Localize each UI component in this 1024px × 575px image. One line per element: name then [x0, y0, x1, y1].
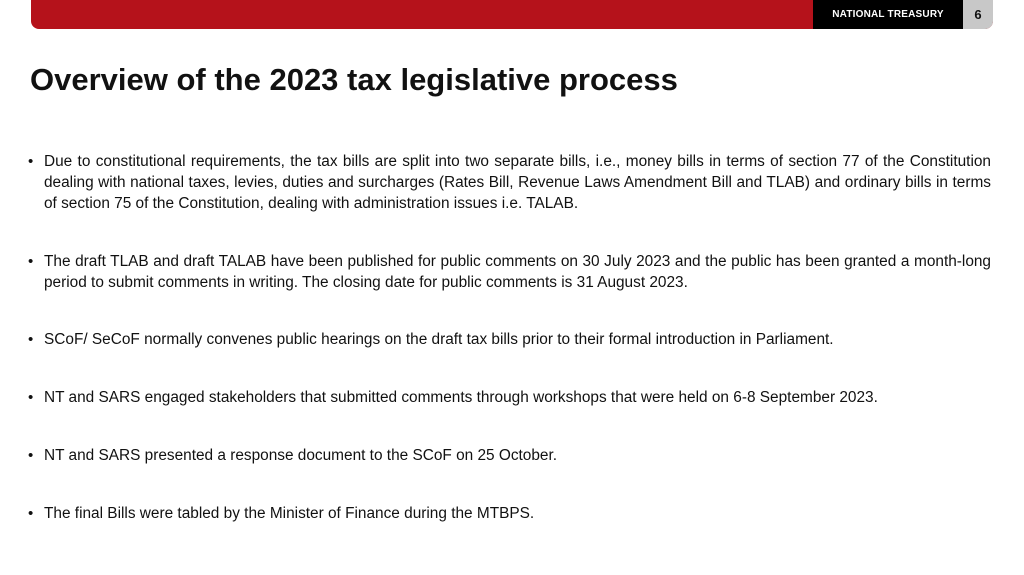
bullet-text: SCoF/ SeCoF normally convenes public hearings on the draft tax bills prior to their formal introduction in Parliament.: [44, 331, 834, 348]
bullet-item: [28, 251, 991, 293]
bullet-item: [28, 151, 991, 214]
bullet-item: [28, 329, 991, 350]
bullet-text: The draft TLAB and draft TALAB have been published for public comments on 30 July 2023 and the public has been granted a month-long period to submit comments in writing. The closing date for public comments is 31 August 2023.: [44, 253, 991, 291]
bullet-item: [28, 445, 991, 466]
bullet-dot-icon: •: [28, 153, 34, 170]
bullet-text: NT and SARS presented a response document to the SCoF on 25 October.: [44, 447, 558, 464]
bullet-item: [28, 503, 991, 524]
organization-label: NATIONAL TREASURY: [813, 0, 963, 29]
bullet-text: The final Bills were tabled by the Minister of Finance during the MTBPS.: [44, 505, 535, 522]
bullet-dot-icon: •: [28, 447, 34, 464]
slide-title: Overview of the 2023 tax legislative process: [30, 62, 678, 97]
bullet-dot-icon: •: [28, 253, 34, 270]
bullet-dot-icon: •: [28, 389, 34, 406]
page-number: 6: [963, 0, 993, 29]
bullet-item: [28, 387, 991, 408]
bullet-text: NT and SARS engaged stakeholders that submitted comments through workshops that were held on 6-8 September 2023.: [44, 389, 878, 406]
bullet-dot-icon: •: [28, 505, 34, 522]
bullet-text: Due to constitutional requirements, the tax bills are split into two separate bills, i.e., money bills in terms of section 77 of the Constitution dealing with national taxes, levies, duties and surcharges (Rates Bill, Revenue Laws Amendment Bill and TLAB) and ordinary bills in terms of section 75 of the Constitution, dealing with administration issues i.e. TALAB.: [44, 153, 991, 212]
bullet-list: [28, 151, 991, 524]
bullet-dot-icon: •: [28, 331, 34, 348]
header-bar: [31, 0, 993, 29]
